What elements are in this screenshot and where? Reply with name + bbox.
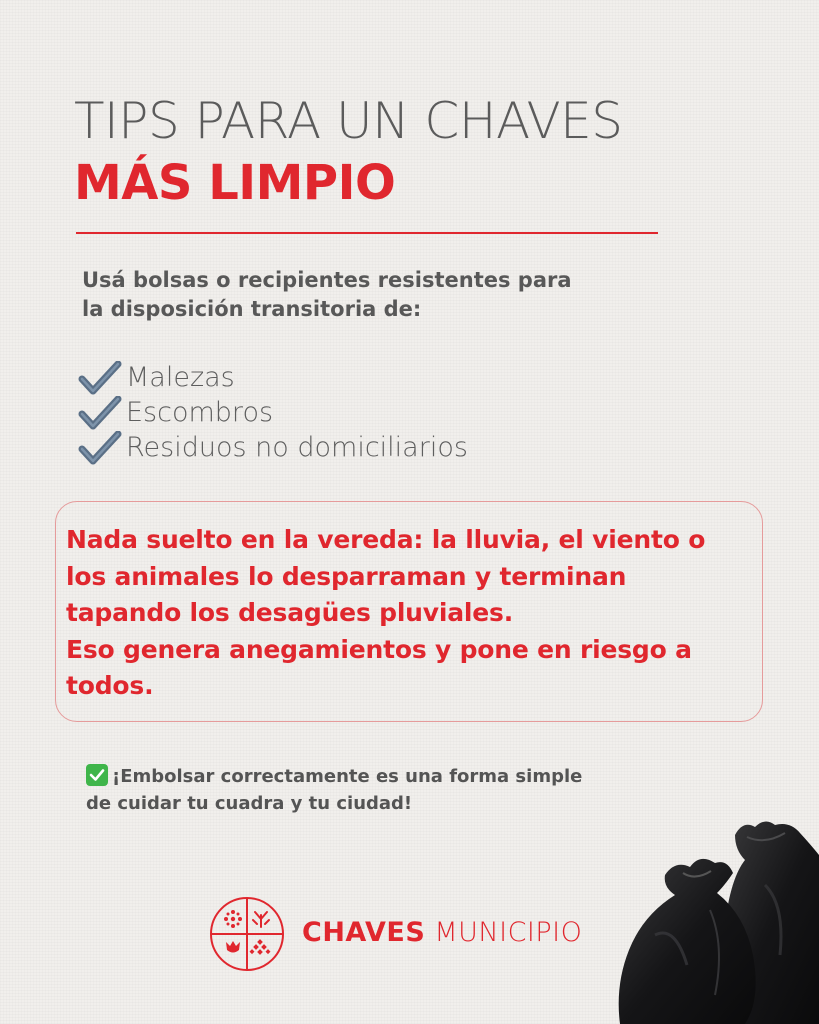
closing-tip bbox=[86, 763, 646, 817]
warning-line: Nada suelto en la vereda: la lluvia, el viento o bbox=[66, 525, 706, 554]
brand-bold: CHAVES bbox=[302, 917, 426, 948]
green-check-box-icon bbox=[86, 764, 108, 786]
brand-name bbox=[302, 917, 582, 948]
warning-line: todos. bbox=[66, 671, 154, 700]
page-title-line1: TIPS PARA UN CHAVES bbox=[74, 92, 623, 150]
intro-text bbox=[82, 266, 642, 324]
tip-line1-row bbox=[86, 763, 646, 790]
warning-text bbox=[66, 522, 766, 705]
brand-light: MUNICIPIO bbox=[434, 917, 583, 948]
page-title-line2: MÁS LIMPIO bbox=[74, 155, 396, 211]
intro-line2: la disposición transitoria de: bbox=[82, 297, 422, 321]
list-item bbox=[78, 360, 468, 395]
list-item bbox=[78, 395, 468, 430]
municipal-seal-icon bbox=[208, 895, 286, 973]
tip-line2: de cuidar tu cuadra y tu ciudad! bbox=[86, 793, 413, 814]
list-item-label: Residuos no domiciliarios bbox=[126, 432, 468, 463]
garbage-bags-image bbox=[615, 815, 819, 1024]
intro-line1: Usá bolsas o recipientes resistentes para bbox=[82, 268, 572, 292]
checklist bbox=[78, 360, 468, 465]
check-mark-icon bbox=[78, 361, 122, 395]
list-item-label: Malezas bbox=[126, 362, 235, 393]
check-mark-icon bbox=[78, 431, 122, 465]
title-divider bbox=[76, 232, 658, 234]
list-item bbox=[78, 430, 468, 465]
check-mark-icon bbox=[78, 396, 122, 430]
tip-line1: ¡Embolsar correctamente es una forma simple bbox=[112, 766, 583, 787]
list-item-label: Escombros bbox=[126, 397, 274, 428]
warning-line: Eso genera anegamientos y pone en riesgo a bbox=[66, 634, 692, 664]
warning-line: tapando los desagües pluviales. bbox=[66, 598, 514, 627]
warning-line: los animales lo desparraman y terminan bbox=[66, 561, 627, 591]
